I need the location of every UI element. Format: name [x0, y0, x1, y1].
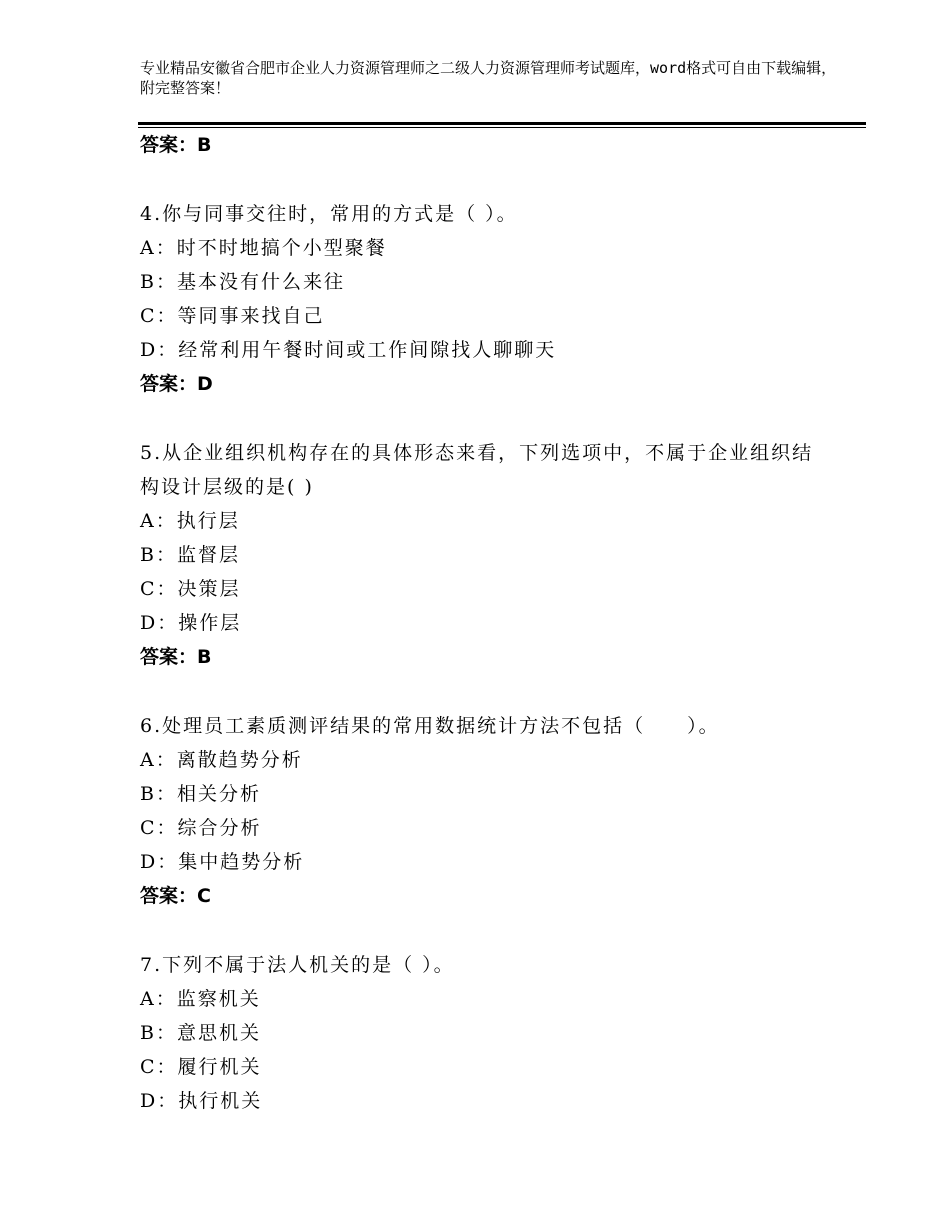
option-a: A：时不时地搞个小型聚餐	[140, 237, 387, 259]
option-b: B：相关分析	[140, 783, 261, 805]
option-b: B：监督层	[140, 544, 240, 566]
page-header: 专业精品安徽省合肥市企业人力资源管理师之二级人力资源管理师考试题库，word格式可自由下载编辑，附完整答案！	[140, 59, 837, 97]
option-c: C：决策层	[140, 578, 241, 600]
option-d: D：操作层	[140, 612, 242, 634]
answer: 答案：B	[140, 646, 212, 668]
question-7	[140, 948, 820, 1118]
answer: 答案：C	[140, 885, 211, 907]
question-6	[140, 709, 820, 913]
option-c: C：综合分析	[140, 817, 262, 839]
option-b: B：基本没有什么来往	[140, 271, 345, 293]
option-d: D：经常利用午餐时间或工作间隙找人聊聊天	[140, 339, 557, 361]
question-text: 5.从企业组织机构存在的具体形态来看，下列选项中，不属于企业组织结构设计层级的是( )	[140, 442, 814, 498]
option-d: D：执行机关	[140, 1090, 263, 1112]
answer-q3: 答案：B	[140, 134, 212, 156]
question-text: 7.下列不属于法人机关的是（ ）。	[140, 954, 455, 976]
option-c: C：等同事来找自己	[140, 305, 325, 327]
option-a: A：离散趋势分析	[140, 749, 303, 771]
question-5	[140, 436, 820, 674]
question-text: 4.你与同事交往时，常用的方式是（ ）。	[140, 203, 518, 225]
header-rule-thick	[138, 122, 866, 125]
question-4	[140, 197, 820, 401]
option-a: A：监察机关	[140, 988, 261, 1010]
option-c: C：履行机关	[140, 1056, 262, 1078]
answer: 答案：D	[140, 373, 213, 395]
option-d: D：集中趋势分析	[140, 851, 305, 873]
option-a: A：执行层	[140, 510, 240, 532]
question-text: 6.处理员工素质测评结果的常用数据统计方法不包括（ ）。	[140, 715, 720, 737]
question-list	[140, 128, 820, 1118]
option-b: B：意思机关	[140, 1022, 261, 1044]
